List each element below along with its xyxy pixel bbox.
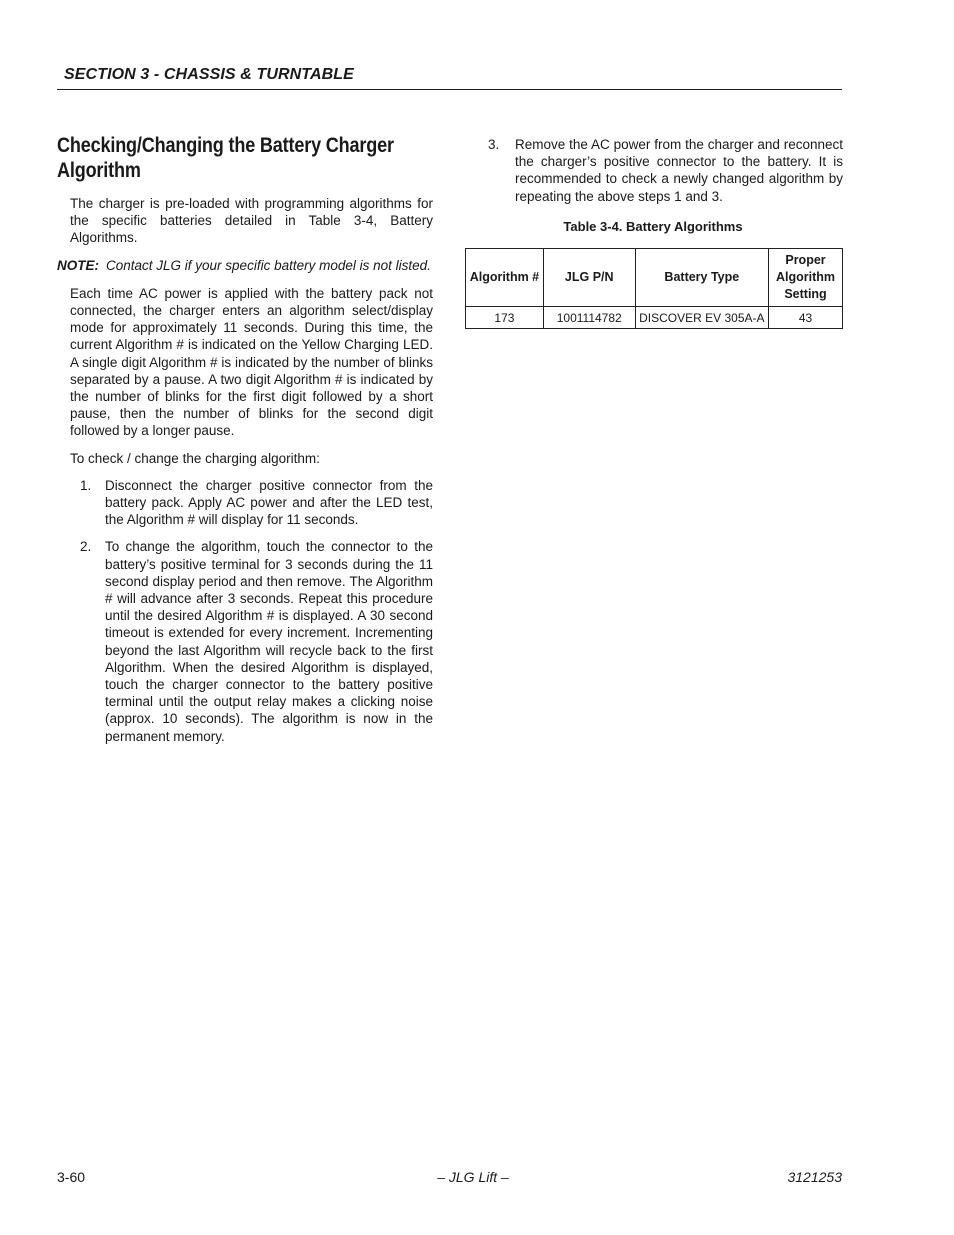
intro-paragraph: The charger is pre-loaded with programming algorithms for the specific batteries detailed in Table 3-4, Battery Algorithms.: [70, 196, 433, 246]
note-label: NOTE:: [57, 257, 99, 273]
table-cell: 1001114782: [543, 307, 635, 329]
step-number: 1.: [80, 477, 92, 493]
left-column: [57, 133, 433, 755]
column-header: [769, 249, 843, 307]
table-cell: 43: [769, 307, 843, 329]
table-cell: DISCOVER EV 305A-A: [635, 307, 768, 329]
footer-brand: – JLG Lift –: [437, 1169, 509, 1185]
step-number: 3.: [488, 137, 500, 152]
list-item: [80, 477, 433, 529]
procedure-steps-continued: [488, 136, 843, 205]
column-header: JLG P/N: [543, 249, 635, 307]
column-header-text: Proper Algorithm Setting: [776, 253, 836, 301]
procedure-steps: [80, 477, 433, 745]
table-header-row: [466, 249, 843, 307]
page-header: [57, 64, 842, 90]
step-number: 2.: [80, 539, 92, 555]
table-row: [466, 307, 843, 329]
column-header: Battery Type: [635, 249, 768, 307]
step-text: Disconnect the charger positive connector from the battery pack. Apply AC power and after the LED test, the Algorithm # will display for 11 seconds.: [105, 477, 433, 528]
column-header: Algorithm #: [466, 249, 544, 307]
section-title: SECTION 3 - CHASSIS & TURNTABLE: [64, 66, 354, 83]
procedure-lead: To check / change the charging algorithm:: [70, 450, 320, 466]
table-caption: Table 3-4. Battery Algorithms: [563, 218, 743, 234]
note-text: Contact JLG if your specific battery model is not listed.: [106, 257, 431, 273]
step-text: Remove the AC power from the charger and reconnect the charger’s positive connector to the battery. It is recommended to check a newly changed algorithm by repeating the above steps 1 and 3.: [515, 137, 843, 204]
document-number: 3121253: [787, 1169, 842, 1185]
table-cell: 173: [466, 307, 544, 329]
description-paragraph: Each time AC power is applied with the battery pack not connected, the charger enters an algorithm select/display mode for approximately 11 seconds. During this time, the current Algorithm # is indicated on the Yellow Charging LED. A single digit Algorithm # is indicated by the number of blinks separated by a pause. A two digit Algorithm # is indicated by the number of blinks for the first digit followed by a short pause, then the number of blinks for the second digit followed by a longer pause.: [70, 285, 433, 439]
step-text: To change the algorithm, touch the connector to the battery’s positive terminal for 3 seconds during the 11 second display period and then remove. The Algorithm # will advance after 3 seconds. Repeat this procedure until the desired Algorithm # is displayed. A 30 second timeout is extended for every increment. Incrementing beyond the last Algorithm will recycle back to the first Algorithm. When the desired Algorithm is displayed, touch the charger connector to the battery positive terminal until the output relay makes a clicking noise (approx. 10 seconds). The algorithm is now in the permanent memory.: [105, 539, 433, 744]
section-heading: Checking/Changing the Battery Charger Algorithm: [57, 134, 394, 182]
page-number: 3-60: [57, 1169, 86, 1185]
right-column: [488, 136, 843, 244]
battery-algorithms-table: [465, 248, 843, 329]
note: [57, 257, 433, 274]
list-item: [80, 538, 433, 744]
list-item: [488, 136, 843, 205]
